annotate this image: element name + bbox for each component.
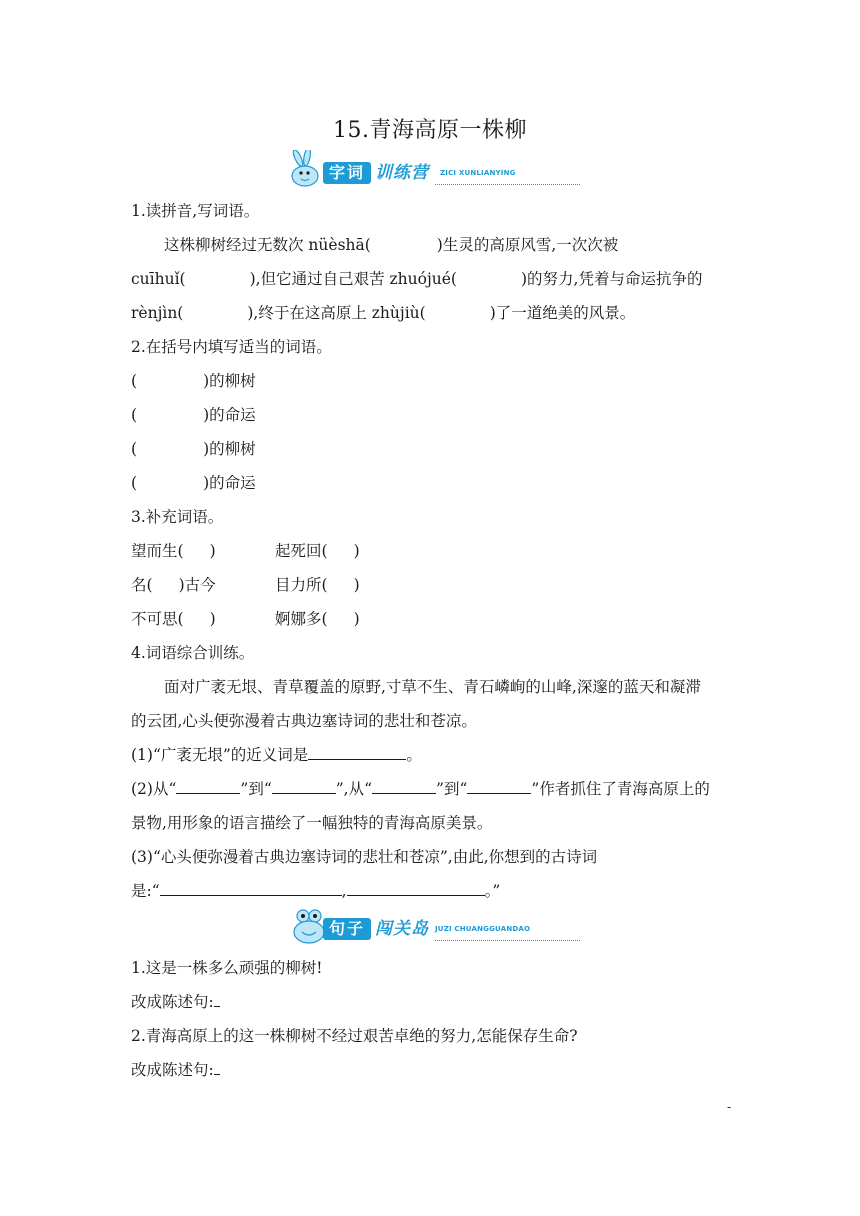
section-banner-sentences: [285, 906, 585, 946]
text: 起死回(: [275, 542, 328, 560]
text: 是:“: [131, 882, 160, 900]
sentence-1-task: [131, 991, 220, 1013]
section-subtitle: ZICI XUNLIANYING: [440, 169, 516, 177]
text: ”作者抓住了青海高原上的: [531, 780, 710, 798]
text: rènjìn(: [131, 304, 184, 322]
text: ): [209, 610, 216, 628]
question-1-line-1: [164, 234, 618, 256]
answer-blank[interactable]: [467, 779, 531, 794]
question-2-item: [131, 438, 256, 460]
section-subtitle: JUZI CHUANGGUANDAO: [435, 925, 531, 933]
question-3-row-b: [275, 574, 360, 596]
question-4-passage-line-2: 的云团,心头便弥漫着古典边塞诗词的悲壮和苍凉。: [131, 712, 477, 730]
text: 婀娜多(: [275, 610, 328, 628]
answer-blank[interactable]: [176, 779, 240, 794]
question-3-row: [131, 540, 216, 562]
divider: [435, 184, 580, 185]
question-3-row: [131, 608, 216, 630]
question-2-title: 2.在括号内填写适当的词语。: [131, 338, 332, 356]
text: 名(: [131, 576, 153, 594]
section-label: 句子: [323, 918, 371, 940]
text: (: [131, 372, 138, 390]
question-1-line-3: [131, 302, 635, 324]
question-4-sub-3: (3)“心头便弥漫着古典边塞诗词的悲壮和苍凉”,由此,你想到的古诗词: [131, 848, 598, 866]
sentence-2: 2.青海高原上的这一株柳树不经过艰苦卓绝的努力,怎能保存生命?: [131, 1027, 578, 1045]
text: )古今: [178, 576, 216, 594]
answer-blank[interactable]: [214, 1060, 220, 1075]
question-4-sub-2-cont: 景物,用形象的语言描绘了一幅独特的青海高原美景。: [131, 814, 493, 832]
answer-blank[interactable]: [308, 745, 406, 760]
text: (2)从“: [131, 780, 177, 798]
text: ”,从“: [335, 780, 373, 798]
text: )的命运: [203, 474, 256, 492]
text: 改成陈述句:: [131, 993, 214, 1011]
question-3-row-b: [275, 608, 360, 630]
answer-blank[interactable]: [272, 779, 336, 794]
question-3-row-b: [275, 540, 360, 562]
question-4-sub-1: [131, 744, 422, 766]
section-label-secondary: 闯关岛: [375, 919, 429, 939]
question-2-item: [131, 472, 256, 494]
question-3-title: 3.补充词语。: [131, 508, 224, 526]
question-4-sub-2: [131, 778, 710, 800]
question-2-item: [131, 370, 256, 392]
text: cuīhuǐ(: [131, 270, 186, 288]
text: 这株柳树经过无数次 nüèshā(: [164, 236, 371, 254]
text: )的柳树: [203, 372, 256, 390]
question-3-row: [131, 574, 216, 596]
text: )的努力,凭着与命运抗争的: [520, 270, 703, 288]
page-mark: -: [727, 1100, 732, 1114]
text: )的命运: [203, 406, 256, 424]
text: 改成陈述句:: [131, 1061, 214, 1079]
text: 不可思(: [131, 610, 184, 628]
sentence-2-task: [131, 1059, 220, 1081]
text: (: [131, 406, 138, 424]
text: ): [209, 542, 216, 560]
text: 。”: [484, 882, 501, 900]
question-1-title: 1.读拼音,写词语。: [131, 202, 260, 220]
divider: [435, 940, 580, 941]
text: ): [353, 542, 360, 560]
text: ”到“: [436, 780, 468, 798]
text: )了一道绝美的风景。: [489, 304, 636, 322]
question-4-sub-3-answer: [131, 880, 500, 902]
answer-blank[interactable]: [347, 881, 485, 896]
text: (1)“广袤无垠”的近义词是: [131, 746, 309, 764]
text: 望而生(: [131, 542, 184, 560]
text: (: [131, 440, 138, 458]
question-2-item: [131, 404, 256, 426]
section-label: 字词: [323, 162, 371, 184]
text: ): [353, 576, 360, 594]
section-banner-vocabulary: [285, 150, 585, 190]
text: 。: [406, 746, 422, 764]
text: )的柳树: [203, 440, 256, 458]
page-title: 15.青海高原一株柳: [333, 118, 527, 143]
text: 目力所(: [275, 576, 328, 594]
sentence-1: 1.这是一株多么顽强的柳树!: [131, 959, 323, 977]
answer-blank[interactable]: [214, 992, 220, 1007]
question-1-line-2: [131, 268, 702, 290]
answer-blank[interactable]: [160, 881, 342, 896]
text: ),但它通过自己艰苦 zhuójué(: [249, 270, 457, 288]
section-label-secondary: 训练营: [375, 163, 429, 183]
question-4-title: 4.词语综合训练。: [131, 644, 255, 662]
text: (: [131, 474, 138, 492]
text: ): [353, 610, 360, 628]
text: ”到“: [240, 780, 272, 798]
text: )生灵的高原风雪,一次次被: [436, 236, 619, 254]
text: ),终于在这高原上 zhùjiù(: [247, 304, 426, 322]
text: ,: [341, 882, 347, 900]
answer-blank[interactable]: [372, 779, 436, 794]
question-4-passage-line-1: 面对广袤无垠、青草覆盖的原野,寸草不生、青石嶙峋的山峰,深邃的蓝天和凝滞: [164, 678, 701, 696]
